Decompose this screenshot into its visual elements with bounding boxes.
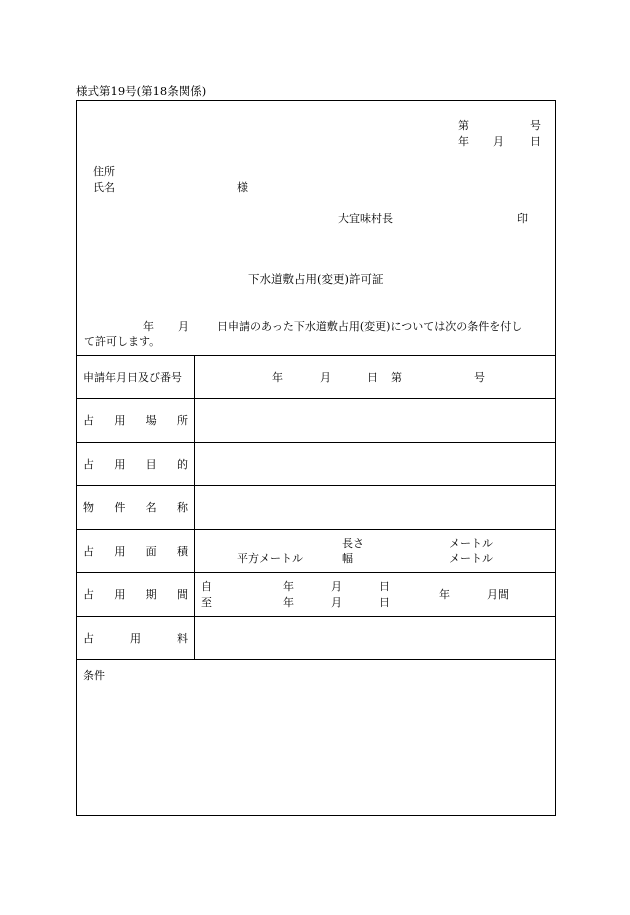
label-char: 期 bbox=[145, 588, 157, 601]
label-column-rule bbox=[194, 355, 195, 660]
label-char: 目 bbox=[145, 458, 157, 471]
period-to-tsuki: 月 bbox=[331, 596, 342, 609]
label-char: 用 bbox=[114, 414, 126, 427]
row-label-application: 申請年月日及び番号 bbox=[83, 371, 182, 384]
label-char: 料 bbox=[177, 632, 188, 645]
period-from-label: 自 bbox=[201, 580, 212, 593]
label-char: 的 bbox=[176, 458, 188, 471]
row-rule bbox=[77, 485, 555, 486]
application-go: 号 bbox=[474, 371, 485, 384]
area-width-label: 幅 bbox=[342, 552, 353, 565]
label-char: 称 bbox=[176, 501, 188, 514]
permit-form bbox=[76, 100, 556, 816]
area-length-label: 長さ bbox=[342, 537, 364, 550]
row-rule bbox=[77, 442, 555, 443]
address-label: 住所 bbox=[93, 165, 115, 178]
body-nen: 年 bbox=[143, 320, 154, 333]
label-char: 占 bbox=[83, 458, 94, 471]
body-line1: 日申請のあった下水道敷占用(変更)については次の条件を付し bbox=[217, 320, 523, 333]
row-label-fee bbox=[83, 632, 188, 645]
label-char: 占 bbox=[83, 632, 94, 645]
header-nen: 年 bbox=[458, 135, 469, 148]
table-top-rule bbox=[77, 355, 555, 356]
label-char: 場 bbox=[145, 414, 157, 427]
period-to-nen: 年 bbox=[283, 596, 294, 609]
name-label: 氏名 bbox=[93, 181, 115, 194]
honorific-sama: 様 bbox=[237, 181, 248, 194]
label-char: 用 bbox=[114, 458, 126, 471]
seal-mark: 印 bbox=[517, 212, 528, 225]
row-rule bbox=[77, 572, 555, 573]
period-from-hi: 日 bbox=[379, 580, 390, 593]
conditions-label: 条件 bbox=[83, 669, 105, 682]
label-char: 間 bbox=[176, 588, 188, 601]
row-label-purpose bbox=[83, 458, 188, 471]
label-char: 用 bbox=[130, 632, 141, 645]
issuer-name: 大宜味村長 bbox=[338, 212, 393, 225]
period-total-nen: 年 bbox=[439, 588, 450, 601]
header-dai: 第 bbox=[458, 119, 469, 132]
area-length-unit: メートル bbox=[449, 537, 493, 550]
label-char: 面 bbox=[145, 545, 157, 558]
label-char: 物 bbox=[83, 501, 94, 514]
application-hi: 日 bbox=[367, 371, 378, 384]
label-char: 所 bbox=[176, 414, 188, 427]
row-label-area bbox=[83, 545, 188, 558]
row-rule bbox=[77, 659, 555, 660]
header-go: 号 bbox=[530, 119, 541, 132]
label-char: 占 bbox=[83, 588, 94, 601]
application-tsuki: 月 bbox=[320, 371, 331, 384]
form-number-label: 様式第19号(第18条関係) bbox=[76, 84, 207, 98]
period-to-hi: 日 bbox=[379, 596, 390, 609]
header-hi: 日 bbox=[530, 135, 541, 148]
row-rule bbox=[77, 616, 555, 617]
area-unit-sqm: 平方メートル bbox=[237, 552, 303, 565]
application-dai: 第 bbox=[391, 371, 402, 384]
document-title: 下水道敷占用(変更)許可証 bbox=[248, 272, 384, 286]
label-char: 用 bbox=[114, 588, 126, 601]
application-nen: 年 bbox=[272, 371, 283, 384]
label-char: 用 bbox=[114, 545, 126, 558]
period-from-tsuki: 月 bbox=[331, 580, 342, 593]
area-width-unit: メートル bbox=[449, 552, 493, 565]
label-char: 占 bbox=[83, 414, 94, 427]
label-char: 名 bbox=[145, 501, 157, 514]
row-label-period bbox=[83, 588, 188, 601]
row-rule bbox=[77, 529, 555, 530]
period-total-months: 月間 bbox=[487, 588, 509, 601]
header-tsuki: 月 bbox=[493, 135, 504, 148]
label-char: 積 bbox=[176, 545, 188, 558]
body-line2: て許可します。 bbox=[84, 335, 161, 348]
row-rule bbox=[77, 398, 555, 399]
body-tsuki: 月 bbox=[178, 320, 189, 333]
period-from-nen: 年 bbox=[283, 580, 294, 593]
row-label-location bbox=[83, 414, 188, 427]
period-to-label: 至 bbox=[201, 596, 212, 609]
row-label-object-name bbox=[83, 501, 188, 514]
label-char: 占 bbox=[83, 545, 94, 558]
label-char: 件 bbox=[114, 501, 126, 514]
